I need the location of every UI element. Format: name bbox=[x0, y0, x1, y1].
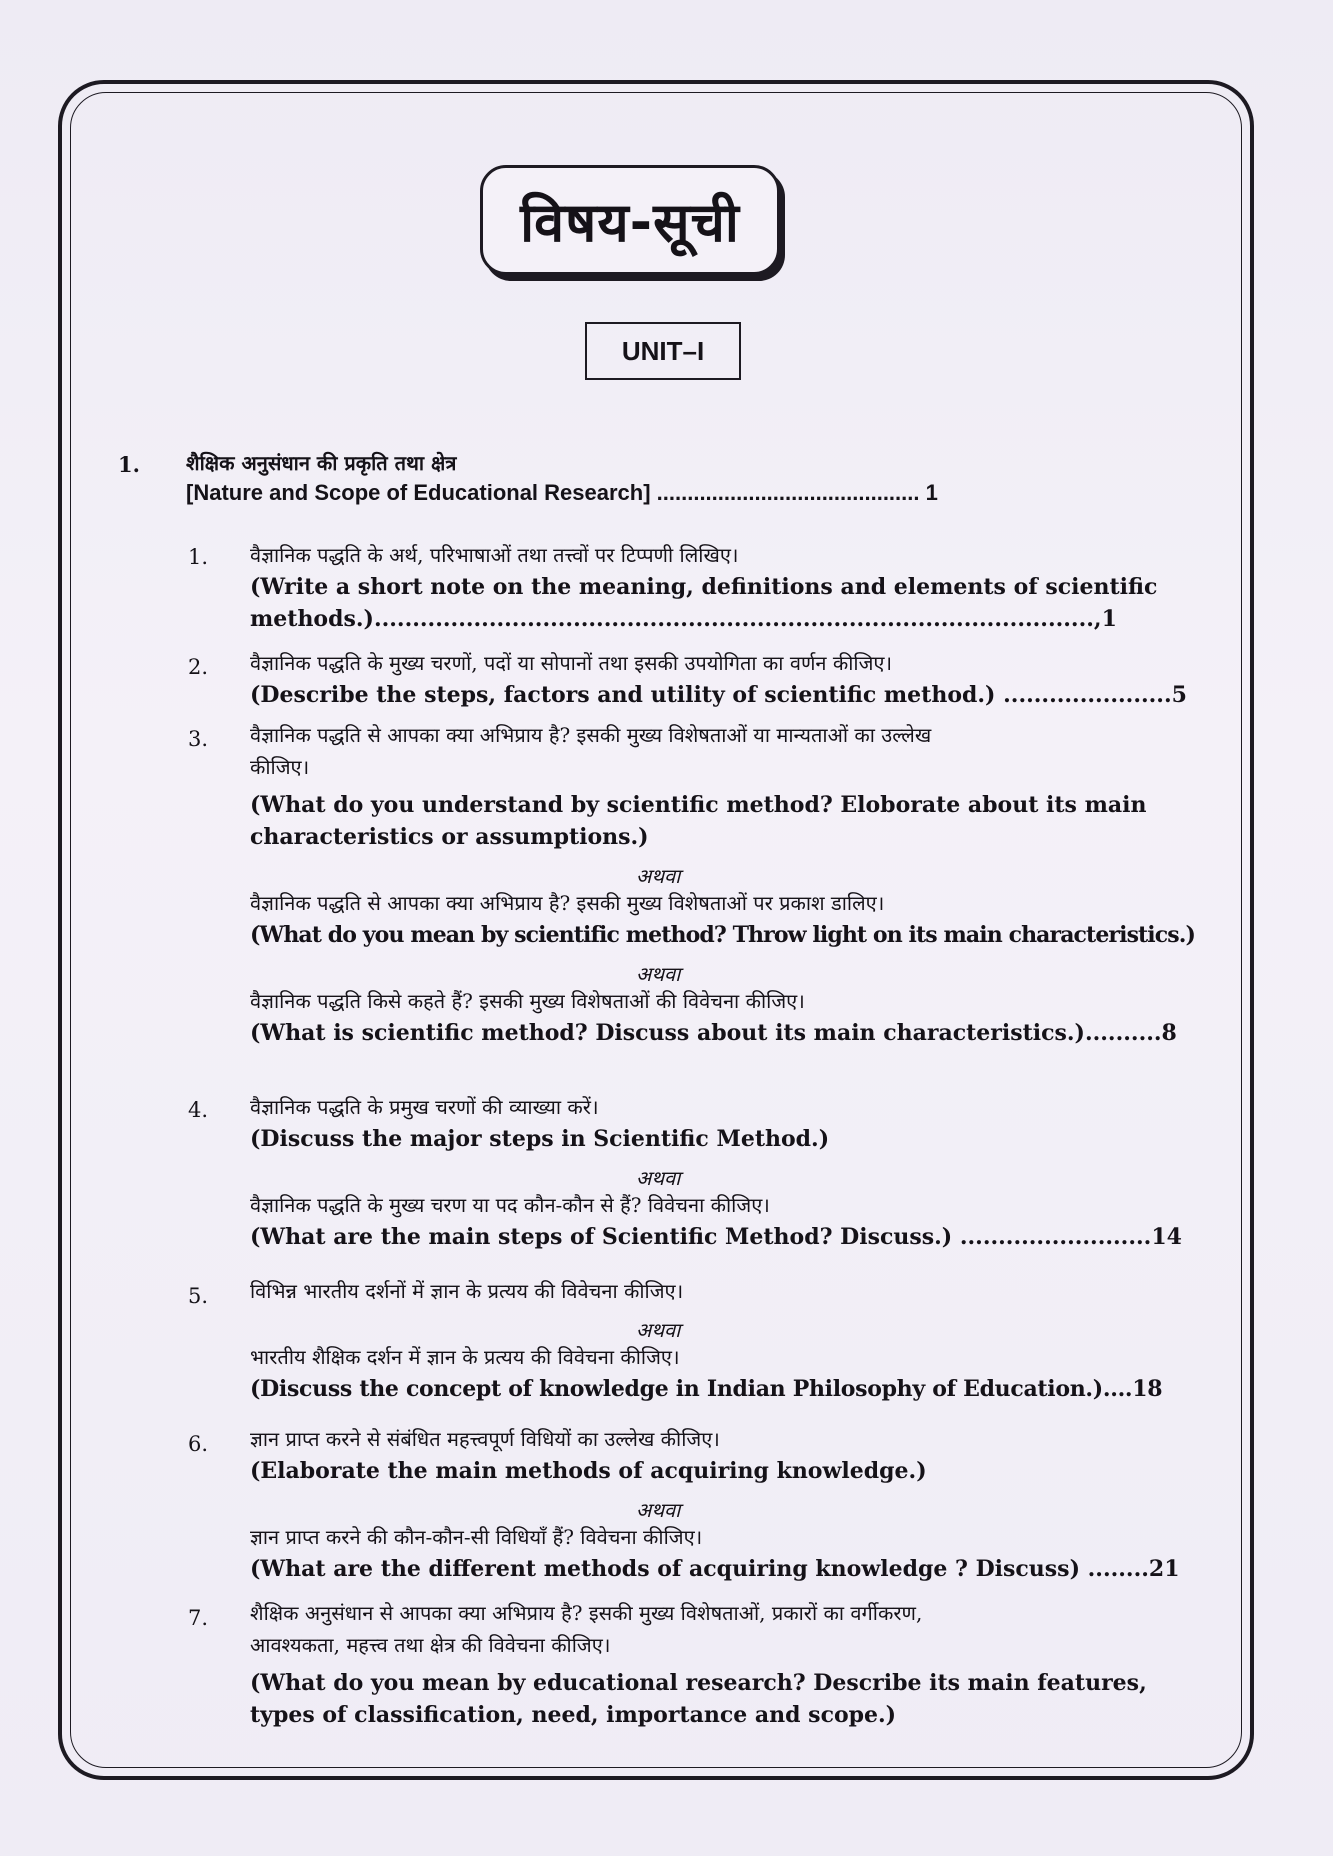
question-hindi: ज्ञान प्राप्त करने से संबंधित महत्त्वपूर्ण विधियों का उल्लेख कीजिए। bbox=[250, 1427, 720, 1451]
question-english: (Discuss the concept of knowledge in Indian Philosophy of Education.)....18 bbox=[250, 1376, 1163, 1402]
unit-heading: UNIT–I bbox=[585, 322, 741, 380]
or-separator: अथवा bbox=[636, 864, 681, 888]
question-english: (What are the main steps of Scientific Method? Discuss.) .........................14 bbox=[250, 1224, 1182, 1250]
question-hindi: वैज्ञानिक पद्धति के प्रमुख चरणों की व्याख्या करें। bbox=[250, 1095, 599, 1119]
question-hindi: विभिन्न भारतीय दर्शनों में ज्ञान के प्रत्यय की विवेचना कीजिए। bbox=[250, 1279, 684, 1303]
question-hindi: आवश्यकता, महत्त्व तथा क्षेत्र की विवेचना कीजिए। bbox=[250, 1633, 611, 1657]
question-english: characteristics or assumptions.) bbox=[250, 824, 649, 850]
or-separator: अथवा bbox=[636, 1166, 681, 1190]
or-separator: अथवा bbox=[636, 1498, 681, 1522]
question-english: types of classification, need, importance and scope.) bbox=[250, 1702, 897, 1728]
question-number: 2. bbox=[188, 655, 209, 679]
section-title-hindi: शैक्षिक अनुसंधान की प्रकृति तथा क्षेत्र bbox=[186, 451, 457, 475]
question-english: (What do you mean by scientific method? Throw light on its main characteristics.) bbox=[250, 922, 1196, 948]
question-hindi: वैज्ञानिक पद्धति से आपका क्या अभिप्राय है? इसकी मुख्य विशेषताओं या मान्यताओं का उल्लेख bbox=[250, 723, 932, 747]
question-hindi: ज्ञान प्राप्त करने की कौन-कौन-सी विधियाँ हैं? विवेचना कीजिए। bbox=[250, 1525, 703, 1549]
question-hindi: वैज्ञानिक पद्धति के अर्थ, परिभाषाओं तथा तत्त्वों पर टिप्पणी लिखिए। bbox=[250, 543, 739, 567]
question-hindi: भारतीय शैक्षिक दर्शन में ज्ञान के प्रत्यय की विवेचना कीजिए। bbox=[250, 1345, 680, 1369]
question-english: methods.)..............................................................................................,1 bbox=[250, 606, 1117, 632]
or-separator: अथवा bbox=[636, 1318, 681, 1342]
or-separator: अथवा bbox=[636, 962, 681, 986]
question-english: (What is scientific method? Discuss about its main characteristics.)..........8 bbox=[250, 1020, 1177, 1046]
section-number: 1. bbox=[118, 452, 140, 477]
question-english: (Write a short note on the meaning, definitions and elements of scientific bbox=[250, 574, 1158, 600]
question-english: (Describe the steps, factors and utility of scientific method.) ......................5 bbox=[250, 682, 1187, 708]
question-english: (What do you mean by educational research? Describe its main features, bbox=[250, 1670, 1147, 1696]
question-hindi: वैज्ञानिक पद्धति के मुख्य चरणों, पदों या सोपानों तथा इसकी उपयोगिता का वर्णन कीजिए। bbox=[250, 651, 893, 675]
question-english: (What are the different methods of acquiring knowledge ? Discuss) ........21 bbox=[250, 1556, 1180, 1582]
question-hindi: शैक्षिक अनुसंधान से आपका क्या अभिप्राय है? इसकी मुख्य विशेषताओं, प्रकारों का वर्गीकरण, bbox=[250, 1601, 923, 1625]
question-english: (Elaborate the main methods of acquiring knowledge.) bbox=[250, 1458, 927, 1484]
question-number: 1. bbox=[188, 545, 209, 569]
question-hindi: वैज्ञानिक पद्धति के मुख्य चरण या पद कौन-कौन से हैं? विवेचना कीजिए। bbox=[250, 1193, 770, 1217]
question-hindi: वैज्ञानिक पद्धति से आपका क्या अभिप्राय है? इसकी मुख्य विशेषताओं पर प्रकाश डालिए। bbox=[250, 891, 885, 915]
page-title: विषय-सूची bbox=[520, 191, 740, 254]
question-number: 7. bbox=[188, 1606, 209, 1630]
title-box bbox=[480, 165, 780, 275]
question-number: 6. bbox=[188, 1432, 209, 1456]
question-english: (Discuss the major steps in Scientific Method.) bbox=[250, 1126, 830, 1152]
question-hindi: कीजिए। bbox=[250, 755, 310, 779]
question-number: 3. bbox=[188, 727, 209, 751]
question-number: 4. bbox=[188, 1098, 209, 1122]
question-hindi: वैज्ञानिक पद्धति किसे कहते हैं? इसकी मुख्य विशेषताओं की विवेचना कीजिए। bbox=[250, 989, 805, 1013]
section-title-english: [Nature and Scope of Educational Research] ........................................... 1 bbox=[186, 480, 938, 505]
question-english: (What do you understand by scientific method? Eloborate about its main bbox=[250, 792, 1147, 818]
question-number: 5. bbox=[188, 1284, 209, 1308]
